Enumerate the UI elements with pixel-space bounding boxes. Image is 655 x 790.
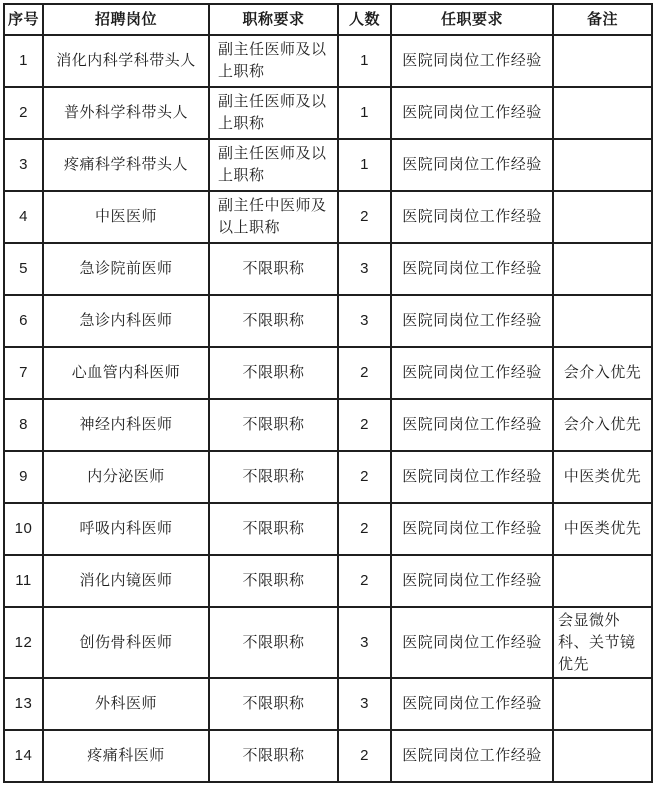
cell-serial-number: 12 (4, 607, 43, 678)
cell-position: 急诊内科医师 (43, 295, 209, 347)
cell-headcount: 3 (338, 243, 391, 295)
table-row (4, 35, 652, 87)
cell-title-requirement: 不限职称 (209, 243, 338, 295)
cell-remark (553, 191, 652, 243)
cell-position: 心血管内科医师 (43, 347, 209, 399)
cell-title-requirement: 不限职称 (209, 678, 338, 730)
cell-headcount: 1 (338, 139, 391, 191)
table-row (4, 139, 652, 191)
cell-position: 外科医师 (43, 678, 209, 730)
cell-job-requirement: 医院同岗位工作经验 (391, 243, 553, 295)
table-row (4, 555, 652, 607)
cell-headcount: 1 (338, 35, 391, 87)
table-row (4, 451, 652, 503)
cell-position: 疼痛科学科带头人 (43, 139, 209, 191)
cell-job-requirement: 医院同岗位工作经验 (391, 607, 553, 678)
table-row (4, 678, 652, 730)
cell-headcount: 2 (338, 347, 391, 399)
header-remark: 备注 (553, 4, 652, 35)
cell-position: 普外科学科带头人 (43, 87, 209, 139)
cell-title-requirement: 不限职称 (209, 730, 338, 782)
cell-serial-number: 13 (4, 678, 43, 730)
cell-remark (553, 555, 652, 607)
cell-remark: 会显微外科、关节镜优先 (553, 607, 652, 678)
cell-job-requirement: 医院同岗位工作经验 (391, 451, 553, 503)
cell-job-requirement: 医院同岗位工作经验 (391, 139, 553, 191)
cell-remark (553, 35, 652, 87)
cell-serial-number: 1 (4, 35, 43, 87)
cell-title-requirement: 不限职称 (209, 295, 338, 347)
cell-job-requirement: 医院同岗位工作经验 (391, 191, 553, 243)
cell-job-requirement: 医院同岗位工作经验 (391, 35, 553, 87)
cell-serial-number: 6 (4, 295, 43, 347)
cell-title-requirement: 副主任医师及以上职称 (209, 87, 338, 139)
cell-serial-number: 11 (4, 555, 43, 607)
cell-position: 消化内科学科带头人 (43, 35, 209, 87)
cell-job-requirement: 医院同岗位工作经验 (391, 347, 553, 399)
table-row (4, 503, 652, 555)
table-header (4, 4, 652, 35)
cell-headcount: 2 (338, 555, 391, 607)
table-row (4, 607, 652, 678)
cell-title-requirement: 不限职称 (209, 451, 338, 503)
cell-remark (553, 730, 652, 782)
cell-job-requirement: 医院同岗位工作经验 (391, 87, 553, 139)
table-row (4, 730, 652, 782)
header-row (4, 4, 652, 35)
cell-serial-number: 2 (4, 87, 43, 139)
cell-title-requirement: 不限职称 (209, 347, 338, 399)
cell-position: 神经内科医师 (43, 399, 209, 451)
cell-title-requirement: 副主任医师及以上职称 (209, 139, 338, 191)
cell-serial-number: 9 (4, 451, 43, 503)
cell-serial-number: 8 (4, 399, 43, 451)
cell-remark (553, 87, 652, 139)
cell-title-requirement: 副主任中医师及以上职称 (209, 191, 338, 243)
cell-remark (553, 295, 652, 347)
cell-headcount: 3 (338, 295, 391, 347)
cell-serial-number: 5 (4, 243, 43, 295)
cell-title-requirement: 不限职称 (209, 555, 338, 607)
cell-remark (553, 678, 652, 730)
table-row (4, 191, 652, 243)
cell-serial-number: 3 (4, 139, 43, 191)
cell-title-requirement: 不限职称 (209, 399, 338, 451)
cell-headcount: 3 (338, 607, 391, 678)
cell-serial-number: 7 (4, 347, 43, 399)
table-row (4, 399, 652, 451)
cell-remark: 中医类优先 (553, 503, 652, 555)
cell-position: 创伤骨科医师 (43, 607, 209, 678)
table-body (4, 35, 652, 782)
cell-headcount: 3 (338, 678, 391, 730)
cell-remark (553, 243, 652, 295)
cell-serial-number: 4 (4, 191, 43, 243)
cell-position: 消化内镜医师 (43, 555, 209, 607)
header-title-requirement: 职称要求 (209, 4, 338, 35)
cell-job-requirement: 医院同岗位工作经验 (391, 295, 553, 347)
cell-job-requirement: 医院同岗位工作经验 (391, 399, 553, 451)
cell-headcount: 2 (338, 191, 391, 243)
table-row (4, 243, 652, 295)
header-job-requirement: 任职要求 (391, 4, 553, 35)
cell-position: 疼痛科医师 (43, 730, 209, 782)
cell-position: 急诊院前医师 (43, 243, 209, 295)
cell-job-requirement: 医院同岗位工作经验 (391, 730, 553, 782)
cell-remark: 会介入优先 (553, 347, 652, 399)
cell-position: 呼吸内科医师 (43, 503, 209, 555)
table-row (4, 87, 652, 139)
recruitment-positions-table (3, 3, 653, 783)
cell-serial-number: 14 (4, 730, 43, 782)
cell-remark (553, 139, 652, 191)
cell-headcount: 2 (338, 399, 391, 451)
cell-job-requirement: 医院同岗位工作经验 (391, 678, 553, 730)
cell-job-requirement: 医院同岗位工作经验 (391, 555, 553, 607)
cell-title-requirement: 不限职称 (209, 503, 338, 555)
cell-headcount: 1 (338, 87, 391, 139)
cell-serial-number: 10 (4, 503, 43, 555)
cell-remark: 中医类优先 (553, 451, 652, 503)
table-row (4, 347, 652, 399)
header-headcount: 人数 (338, 4, 391, 35)
cell-remark: 会介入优先 (553, 399, 652, 451)
cell-headcount: 2 (338, 503, 391, 555)
header-serial-number: 序号 (4, 4, 43, 35)
cell-title-requirement: 不限职称 (209, 607, 338, 678)
cell-position: 内分泌医师 (43, 451, 209, 503)
cell-headcount: 2 (338, 451, 391, 503)
header-position: 招聘岗位 (43, 4, 209, 35)
cell-job-requirement: 医院同岗位工作经验 (391, 503, 553, 555)
cell-position: 中医医师 (43, 191, 209, 243)
cell-title-requirement: 副主任医师及以上职称 (209, 35, 338, 87)
cell-headcount: 2 (338, 730, 391, 782)
table-row (4, 295, 652, 347)
